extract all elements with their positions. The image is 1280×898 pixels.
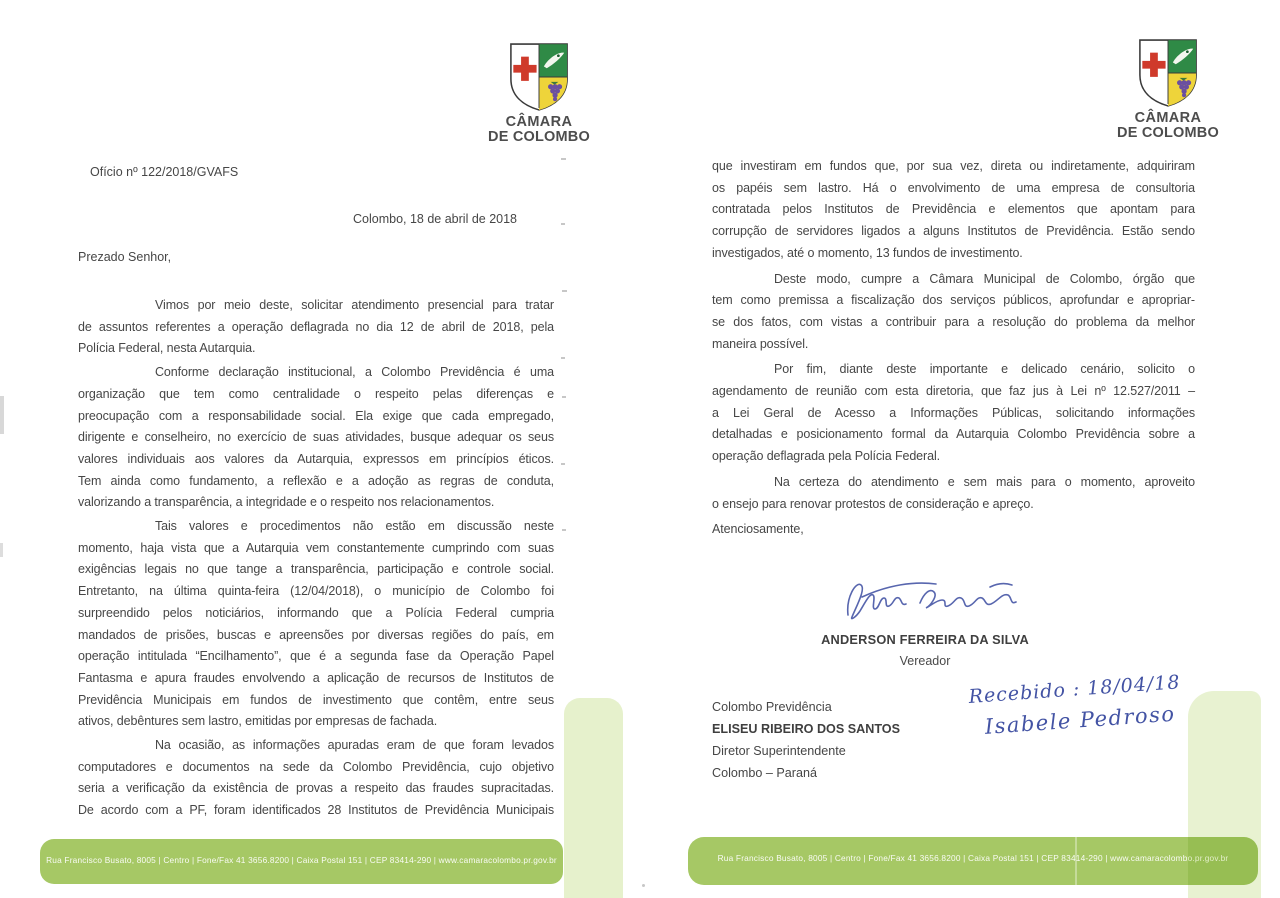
paragraph	[712, 156, 1195, 265]
scan-crease	[1075, 835, 1077, 887]
signer-role: Vereador	[899, 654, 951, 668]
signer-name: ANDERSON FERREIRA DA SILVA	[821, 632, 1029, 647]
footer-address: Rua Francisco Busato, 8005 | Centro | Fone/Fax 41 3656.8200 | Caixa Postal 151 | CEP 83414-290 | www.camaracolombo.pr.gov.br	[717, 853, 1229, 863]
text-line: seria a verificação da existência de provas a respeito das fraudes supracitadas.	[78, 781, 554, 796]
coat-of-arms-icon	[1137, 38, 1199, 108]
text-line: Deste modo, cumpre a Câmara Municipal de Colombo, órgão que	[774, 271, 1195, 286]
text-line: valores individuais aos valores da Autarquia, expressos em princípios éticos.	[78, 451, 554, 466]
paragraph	[78, 295, 554, 360]
text-line: De acordo com a PF, foram identificados 28 Institutos de Previdência Municipais	[78, 803, 554, 818]
text-line: surpreendido pelos noticiários, informando que a Polícia Federal cumpria	[78, 605, 554, 620]
footer-band-right	[688, 837, 1258, 885]
document-reference: Ofício nº 122/2018/GVAFS	[90, 165, 239, 179]
text-line: dirigente e conselheiro, no exercício de suas atividades, busque adequar os seus	[78, 430, 554, 445]
text-line: maneira possível.	[712, 336, 809, 351]
text-line: Tem ainda como fundamento, a reflexão e a adoção as regras de conduta,	[78, 473, 554, 488]
text-line: organização que tem como centralidade o respeito pelas diferenças e	[78, 386, 554, 401]
received-stamp	[968, 671, 1183, 740]
paragraph	[78, 362, 554, 514]
decorative-column-left	[564, 698, 623, 898]
paragraph	[712, 359, 1195, 468]
text-line: Na certeza do atendimento e sem mais para o momento, aproveito	[774, 474, 1195, 489]
text-line: mandados de prisões, buscas e apreensões por diversas regiões do país, em	[78, 627, 554, 642]
scan-artifact	[642, 884, 645, 887]
logo-subtitle: DE COLOMBO	[1117, 125, 1219, 141]
text-line: Entretanto, na última quinta-feira (12/04/2018), o município de Colombo foi	[78, 584, 554, 599]
coat-of-arms-icon	[508, 42, 570, 112]
text-line: os papéis sem lastro. Há o envolvimento de uma empresa de consultoria	[712, 180, 1195, 195]
scan-artifact	[561, 158, 566, 160]
text-line: de assuntos referentes a operação deflagrada no dia 12 de abril de 2018, pela	[78, 319, 554, 334]
logo-title: CÂMARA	[505, 114, 573, 130]
recipient-city: Colombo – Paraná	[712, 766, 818, 780]
text-line: Por fim, diante deste importante e delicado cenário, solicito o	[774, 362, 1195, 377]
scan-artifact	[561, 223, 565, 225]
text-line: computadores e documentos na sede da Colombo Previdência, cujo objetivo	[78, 759, 554, 774]
dateline: Colombo, 18 de abril de 2018	[353, 212, 518, 226]
paragraph	[78, 735, 554, 822]
recipient-block	[712, 696, 900, 784]
recipient-org: Colombo Previdência	[712, 700, 832, 714]
text-line: a Lei Geral de Acesso a Informações Públicas, solicitando informações	[712, 405, 1195, 420]
footer-band-left	[40, 839, 563, 884]
paragraph	[78, 516, 554, 733]
text-line: operação deflagrada pela Polícia Federal.	[712, 449, 940, 464]
text-line: ativos, debêntures sem lastro, emitidas por empresas de fachada.	[78, 714, 438, 729]
text-line: Previdência Municipais em fundos de investimento que contêm, entre seus	[78, 692, 554, 707]
text-line: valorizando a transparência, a integridade e o respeito nos relacionamentos.	[78, 495, 495, 510]
received-by: Isabele Pedroso	[984, 701, 1177, 739]
text-line: agendamento de reunião com esta diretoria, que faz jus à Lei nº 12.527/2011 –	[712, 384, 1195, 399]
closing: Atenciosamente,	[712, 522, 804, 537]
text-line: Vimos por meio deste, solicitar atendimento presencial para tratar	[155, 298, 554, 312]
recipient-name: ELISEU RIBEIRO DOS SANTOS	[712, 722, 901, 736]
letter-body-left	[78, 295, 554, 822]
text-line: investigados, até o momento, 13 fundos de investimento.	[712, 245, 1023, 260]
scan-artifact	[562, 529, 566, 531]
text-line: exigências legais no que tange a transparência, participação e controle social.	[78, 562, 554, 577]
text-line: Fantasma e apura fraudes envolvendo a aplicação de recursos de Institutos de	[78, 670, 554, 685]
text-line: Conforme declaração institucional, a Colombo Previdência é uma	[155, 365, 554, 380]
paragraph	[712, 269, 1195, 356]
text-line: que investiram em fundos que, por sua vez, direta ou indiretamente, adquiriram	[712, 159, 1195, 173]
signer-block	[772, 632, 1078, 668]
logo-subtitle: DE COLOMBO	[488, 129, 590, 145]
letterhead-left	[479, 42, 599, 145]
text-line: Na ocasião, as informações apuradas eram de que foram levados	[155, 738, 554, 753]
text-line: Tais valores e procedimentos não estão em discussão neste	[155, 519, 554, 534]
scan-artifact	[561, 357, 565, 359]
text-line: preocupação com a responsabilidade social. Ela exige que cada empregado,	[78, 408, 554, 423]
text-line: corrupção de servidores ligados a alguns Institutos de Previdência. Estão sendo	[712, 224, 1195, 239]
scan-artifact	[562, 396, 566, 398]
scan-artifact	[562, 290, 567, 292]
text-line: detalhadas e posicionamento formal da Autarquia Colombo Previdência sobre a	[712, 427, 1195, 442]
text-line: momento, haja vista que a Autarquia vem constantemente cumprindo com suas	[78, 540, 554, 555]
letter-body-right	[712, 156, 1195, 541]
text-line: se dos fatos, com vistas a contribuir para a resolução do problema da melhor	[712, 314, 1195, 329]
text-line: o ensejo para renovar protestos de consideração e apreço.	[712, 496, 1034, 511]
text-line: contratada pelos Institutos de Previdência e elementos que apontam para	[712, 202, 1195, 217]
letterhead-right	[1108, 38, 1228, 141]
logo-title: CÂMARA	[1134, 110, 1202, 126]
recipient-role: Diretor Superintendente	[712, 744, 846, 758]
text-line: operação intitulada “Encilhamento”, que é a segunda fase da Operação Papel	[78, 649, 554, 664]
salutation: Prezado Senhor,	[78, 250, 172, 264]
received-date: Recebido : 18/04/18	[968, 671, 1182, 708]
scan-artifact	[561, 463, 565, 465]
text-line: tem como premissa a fiscalização dos serviços públicos, aprofundar e apropriar-	[712, 293, 1195, 308]
signature	[840, 571, 1030, 631]
paragraph	[712, 472, 1195, 515]
text-line: Polícia Federal, nesta Autarquia.	[78, 341, 256, 356]
scan-artifact	[0, 396, 4, 434]
scan-artifact	[0, 543, 3, 557]
footer-address: Rua Francisco Busato, 8005 | Centro | Fone/Fax 41 3656.8200 | Caixa Postal 151 | CEP 83414-290 | www.camaracolombo.pr.gov.br	[46, 855, 557, 865]
